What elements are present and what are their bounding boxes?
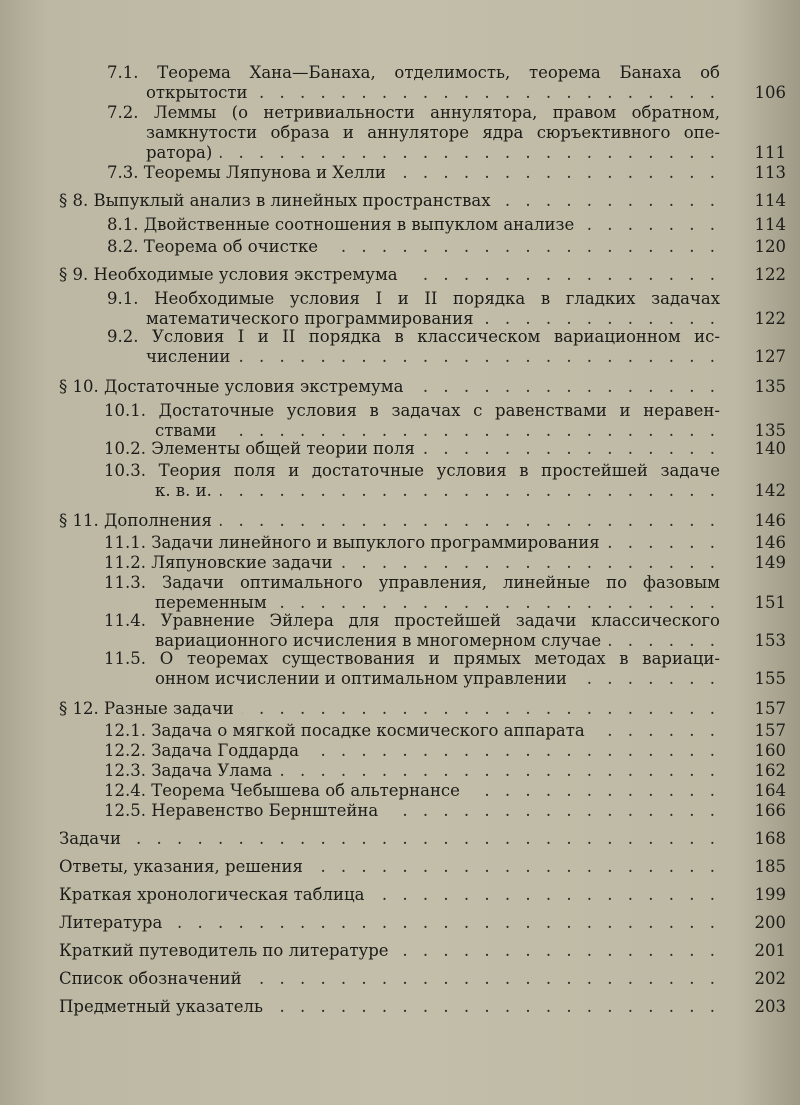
toc-leader-dots xyxy=(608,532,720,554)
toc-leader-dots xyxy=(170,912,720,934)
toc-entry-title: 9.1. Необходимые условия I и II порядка в гладких задачах xyxy=(107,289,720,308)
toc-entry-title: Краткая хронологическая таблица xyxy=(59,885,365,904)
toc-page-number: 168 xyxy=(754,829,786,848)
toc-leader-dots xyxy=(397,940,720,962)
toc-entry-title: Предметный указатель xyxy=(59,997,264,1016)
toc-page-number: 122 xyxy=(754,309,786,328)
toc-leader-dots xyxy=(238,346,720,368)
toc-page-number: 135 xyxy=(754,377,786,396)
toc-entry-title: 12.5. Неравенство Бернштейна xyxy=(104,801,379,820)
toc-page-number: 162 xyxy=(754,761,786,780)
toc-page-number: 199 xyxy=(754,885,786,904)
toc-entry-title: 10.3. Теория поля и достаточные условия в простейшей задаче xyxy=(104,461,720,480)
toc-entry-title: 9.2. Условия I и II порядка в классическом вариационном ис- xyxy=(107,327,720,346)
toc-entry-title: § 11. Дополнения xyxy=(59,511,212,530)
toc-leader-dots xyxy=(129,828,720,850)
toc-entry-title: 12.1. Задача о мягкой посадке космического аппарата xyxy=(104,721,585,740)
toc-entry-title: ствами xyxy=(155,421,217,440)
toc-page-number: 106 xyxy=(754,83,786,102)
toc-leader-dots xyxy=(468,780,720,802)
toc-leader-dots xyxy=(307,740,720,762)
toc-entry-title: 12.4. Теорема Чебышева об альтернансе xyxy=(104,781,460,800)
toc-entry-title: 11.2. Ляпуновские задачи xyxy=(104,553,333,572)
toc-leader-dots xyxy=(326,236,720,258)
toc-page-number: 113 xyxy=(754,163,786,182)
toc-leader-dots xyxy=(372,884,720,906)
toc-entry-title: замкнутости образа и аннуляторе ядра сюръективного опе- xyxy=(146,123,720,142)
toc-entry-title: к. в. и. xyxy=(155,481,212,500)
toc-leader-dots xyxy=(341,552,720,574)
toc-page-number: 160 xyxy=(754,741,786,760)
toc-entry-title: 8.1. Двойственные соотношения в выпуклом анализе xyxy=(107,215,575,234)
toc-entry-title: 11.1. Задачи линейного и выпуклого программирования xyxy=(104,533,600,552)
toc-entry-title: § 12. Разные задачи xyxy=(59,699,234,718)
toc-page-number: 151 xyxy=(754,593,786,612)
toc-entry-title: переменным xyxy=(155,593,267,612)
toc-leader-dots xyxy=(423,438,720,460)
toc-page-number: 166 xyxy=(754,801,786,820)
toc-entry-title: 7.2. Леммы (о нетривиальности аннулятора, правом обратном, xyxy=(107,103,720,122)
toc-page-number: 164 xyxy=(754,781,786,800)
toc-page-number: 120 xyxy=(754,237,786,256)
toc-page-number: 122 xyxy=(754,265,786,284)
toc-leader-dots xyxy=(582,214,720,236)
toc-entry-title: 12.3. Задача Улама xyxy=(104,761,273,780)
toc-entry-title: § 8. Выпуклый анализ в линейных пространствах xyxy=(59,191,491,210)
toc-entry-title: 11.3. Задачи оптимального управления, линейные по фазовым xyxy=(104,573,720,592)
toc-leader-dots xyxy=(499,190,720,212)
toc-page-number: 185 xyxy=(754,857,786,876)
toc-page-number: 157 xyxy=(754,699,786,718)
toc-entry-title: математического программирования xyxy=(146,309,474,328)
toc-leader-dots xyxy=(220,510,720,532)
toc-entry-title: Краткий путеводитель по литературе xyxy=(59,941,389,960)
toc-leader-dots xyxy=(256,82,721,104)
toc-page-number: 111 xyxy=(754,143,786,162)
toc-page-number: 202 xyxy=(754,969,786,988)
toc-page-number: 200 xyxy=(754,913,786,932)
toc-entry-title: 11.5. О теоремах существования и прямых методах в вариаци- xyxy=(104,649,720,668)
toc-entry-title: 7.1. Теорема Хана—Банаха, отделимость, теорема Банаха об xyxy=(107,63,720,82)
toc-entry-title: 7.3. Теоремы Ляпунова и Хелли xyxy=(107,163,386,182)
toc-leader-dots xyxy=(242,698,720,720)
toc-page-number: 201 xyxy=(754,941,786,960)
toc-entry-title: 12.2. Задача Годдарда xyxy=(104,741,299,760)
toc-leader-dots xyxy=(406,264,720,286)
toc-page-number: 153 xyxy=(754,631,786,650)
toc-entry-title: Литература xyxy=(59,913,163,932)
toc-page-number: 146 xyxy=(754,511,786,530)
toc-leader-dots xyxy=(311,856,720,878)
toc-page-number: 203 xyxy=(754,997,786,1016)
toc-page-number: 146 xyxy=(754,533,786,552)
toc-leader-dots xyxy=(280,760,720,782)
toc-page-number: 157 xyxy=(754,721,786,740)
toc-leader-dots xyxy=(575,668,720,690)
toc-page-number: 127 xyxy=(754,347,786,366)
toc-page-number: 140 xyxy=(754,439,786,458)
toc-entry-title: онном исчислении и оптимальном управлении xyxy=(155,669,567,688)
toc-page-number: 135 xyxy=(754,421,786,440)
toc-leader-dots xyxy=(593,720,720,742)
toc-leader-dots xyxy=(220,480,720,502)
toc-leader-dots xyxy=(250,968,720,990)
toc-entry-title: § 9. Необходимые условия экстремума xyxy=(59,265,398,284)
toc-entry-title: числении xyxy=(146,347,231,366)
toc-entry-title: 10.2. Элементы общей теории поля xyxy=(104,439,415,458)
toc-leader-dots xyxy=(386,800,720,822)
toc-entry-title: 10.1. Достаточные условия в задачах с равенствами и неравен- xyxy=(104,401,720,420)
toc-page-number: 114 xyxy=(754,215,786,234)
toc-entry-title: ратора) xyxy=(146,143,213,162)
toc-entry-title: открытости xyxy=(146,83,248,102)
toc-leader-dots xyxy=(271,996,720,1018)
toc-leader-dots xyxy=(220,142,720,164)
toc-entry-title: Список обозначений xyxy=(59,969,242,988)
toc-page-number: 114 xyxy=(754,191,786,210)
toc-entry-title: 8.2. Теорема об очистке xyxy=(107,237,319,256)
toc-page-number: 142 xyxy=(754,481,786,500)
toc-entry-title: Задачи xyxy=(59,829,122,848)
toc-page-number: 155 xyxy=(754,669,786,688)
toc-entry-title: 11.4. Уравнение Эйлера для простейшей задачи классического xyxy=(104,611,720,630)
toc-entry-title: Ответы, указания, решения xyxy=(59,857,303,876)
toc-entry-title: § 10. Достаточные условия экстремума xyxy=(59,377,404,396)
toc-page-number: 149 xyxy=(754,553,786,572)
toc-leader-dots xyxy=(411,376,720,398)
toc-leader-dots xyxy=(394,162,720,184)
toc-entry-title: вариационного исчисления в многомерном случае xyxy=(155,631,602,650)
